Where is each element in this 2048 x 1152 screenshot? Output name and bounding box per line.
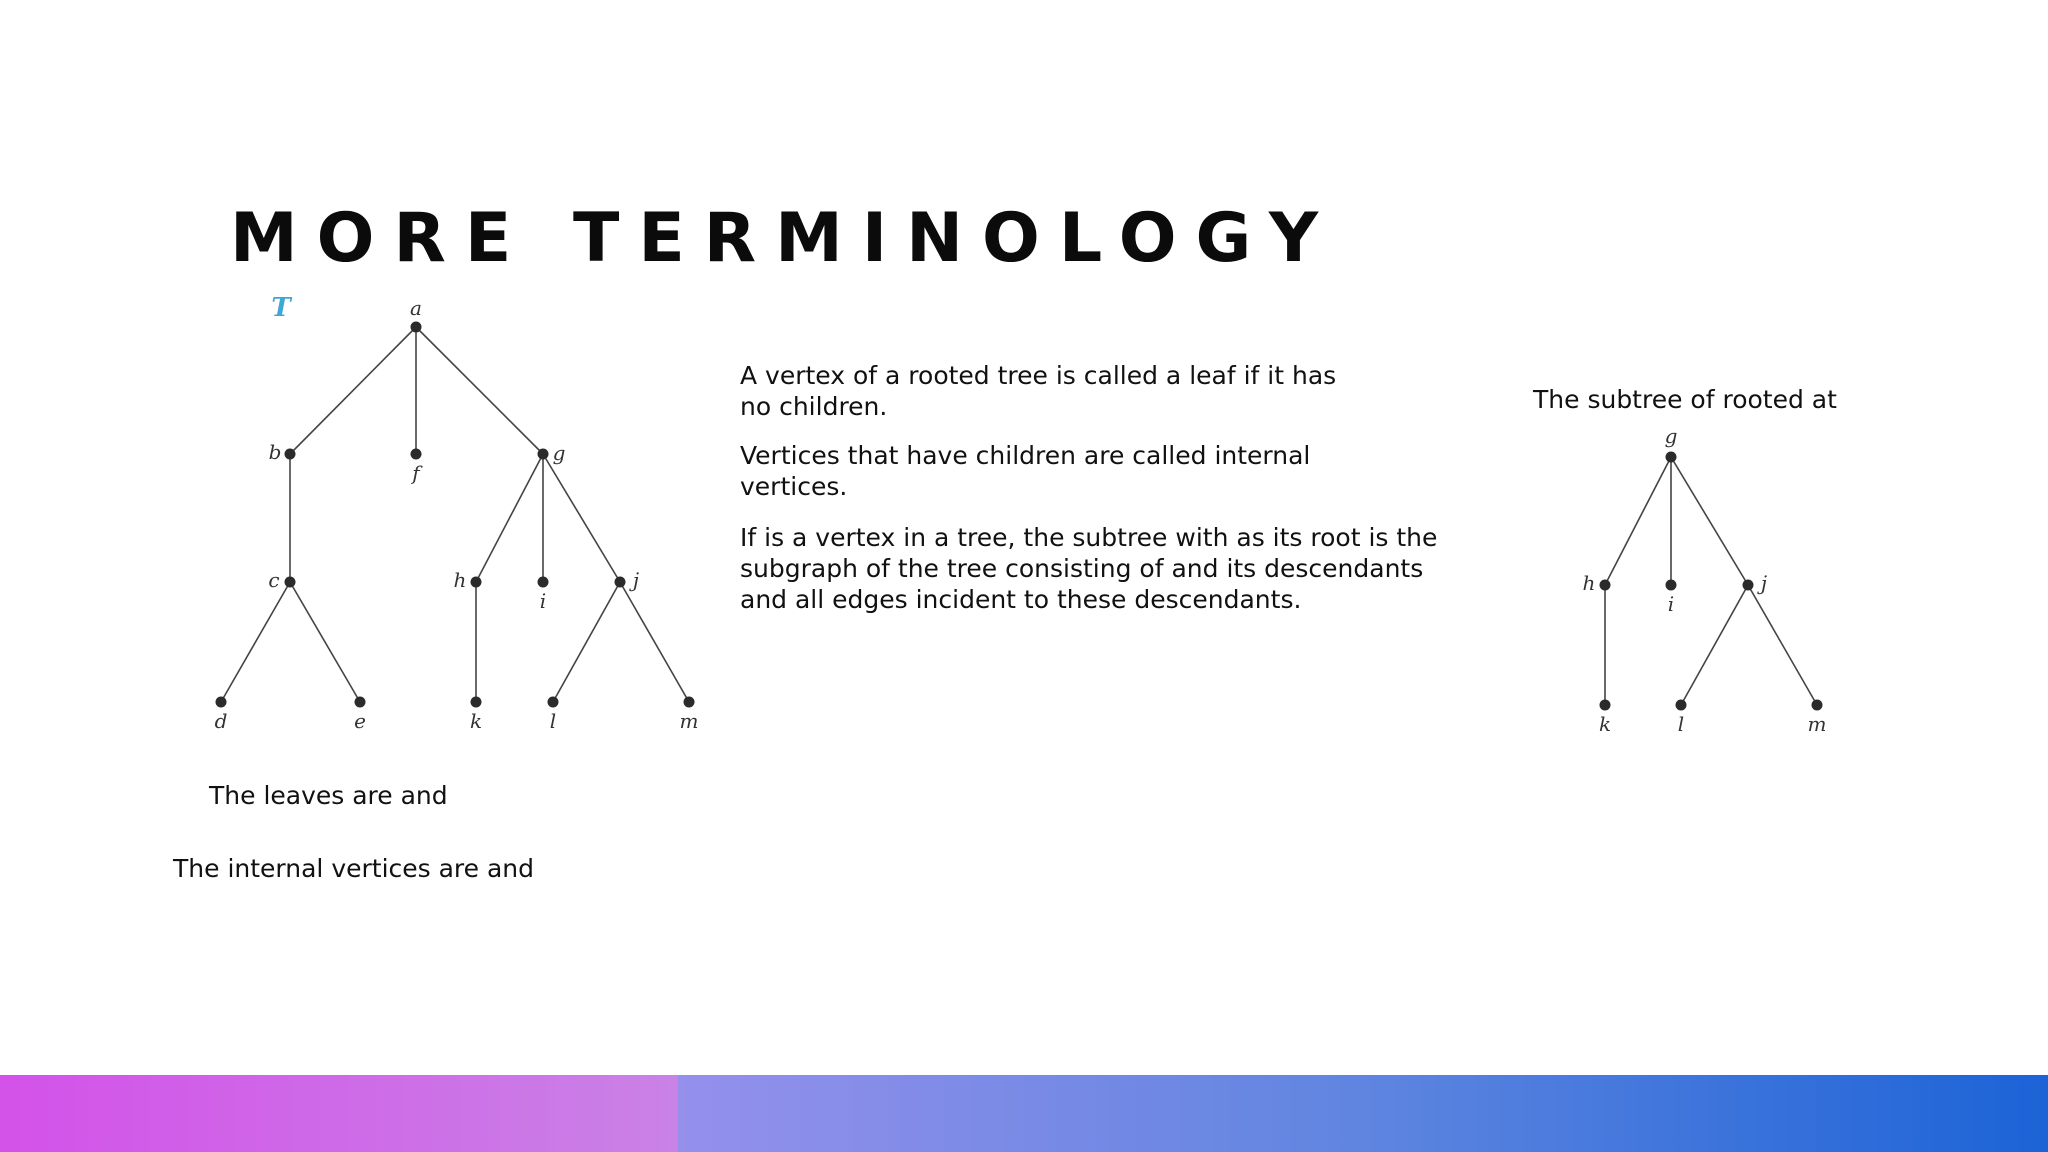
tree-t-edge-c-d — [221, 582, 290, 702]
subtree-g-vertex-label-j: j — [1760, 571, 1768, 595]
tree-t-vertex-f — [411, 449, 422, 460]
leaf-definition: A vertex of a rooted tree is called a leaf if it has no children. — [740, 361, 1337, 421]
tree-t-vertex-label-a: a — [410, 296, 422, 320]
tree-t-vertex-h — [471, 577, 482, 588]
subtree-g — [1583, 424, 1827, 736]
tree-t-edge-a-g — [416, 327, 543, 454]
tree-t-vertex-label-m: m — [679, 709, 699, 733]
footer-band — [0, 1075, 2048, 1152]
subtree-g-vertex-h — [1600, 580, 1611, 591]
internal-vertex-definition: Vertices that have children are called internal vertices. — [740, 441, 1311, 501]
tree-t-vertex-label-g: g — [552, 441, 566, 465]
tree-t-vertex-l — [548, 697, 559, 708]
tree-t-vertex-label-e: e — [354, 709, 366, 733]
subtree-g-vertex-label-m: m — [1807, 712, 1827, 736]
subtree-g-vertex-label-h: h — [1582, 571, 1596, 595]
tree-t-vertex-label-j: j — [632, 568, 640, 592]
tree-t-vertex-a — [411, 322, 422, 333]
subtree-g-edge-j-m — [1748, 585, 1817, 705]
tree-t-vertex-label-i: i — [539, 589, 547, 613]
tree-t-vertex-g — [538, 449, 549, 460]
subtree-g-vertex-m — [1812, 700, 1823, 711]
tree-t-vertex-label-f: f — [412, 461, 420, 485]
subtree-g-vertex-k — [1600, 700, 1611, 711]
tree-t-edge-j-l — [553, 582, 620, 702]
tree-t-vertex-i — [538, 577, 549, 588]
internal-vertices-caption: The internal vertices are and — [173, 854, 535, 883]
subtree-g-edge-g-j — [1671, 457, 1748, 585]
subtree-g-edge-g-h — [1605, 457, 1671, 585]
tree-t-edge-g-h — [476, 454, 543, 582]
subtree-definition: If is a vertex in a tree, the subtree with as its root is the subgraph of the tree consisting of and its descendants and all edges incident to these descendants. — [740, 523, 1438, 614]
tree-t-vertex-k — [471, 697, 482, 708]
subtree-g-vertex-i — [1666, 580, 1677, 591]
tree-t-edge-g-j — [543, 454, 620, 582]
leaves-caption: The leaves are and — [209, 781, 448, 810]
tree-t-vertex-j — [615, 577, 626, 588]
tree-t-vertex-c — [285, 577, 296, 588]
slide-title: MORE TERMINOLOGY — [230, 199, 1338, 278]
footer-band-left — [0, 1075, 678, 1152]
tree-t-vertex-e — [355, 697, 366, 708]
subtree-g-vertex-j — [1743, 580, 1754, 591]
tree-t-name: T — [271, 293, 291, 323]
tree-t-vertex-b — [285, 449, 296, 460]
tree-t-vertex-d — [216, 697, 227, 708]
subtree-g-vertex-g — [1666, 452, 1677, 463]
tree-t-vertex-label-k: k — [469, 709, 483, 733]
tree-t-edge-j-m — [620, 582, 689, 702]
subtree-g-vertex-label-i: i — [1667, 592, 1675, 616]
tree-t-vertex-label-l: l — [549, 709, 557, 733]
tree-t-vertex-label-h: h — [453, 568, 467, 592]
subtree-g-edge-j-l — [1681, 585, 1748, 705]
subtree-caption: The subtree of rooted at — [1533, 385, 1837, 414]
subtree-g-vertex-l — [1676, 700, 1687, 711]
tree-t — [215, 293, 699, 733]
tree-t-vertex-label-d: d — [214, 709, 228, 733]
footer-band-right — [678, 1075, 2048, 1152]
subtree-g-vertex-label-g: g — [1664, 424, 1678, 448]
subtree-g-vertex-label-l: l — [1677, 712, 1685, 736]
tree-t-edge-c-e — [290, 582, 360, 702]
subtree-g-vertex-label-k: k — [1598, 712, 1612, 736]
tree-t-edge-a-b — [290, 327, 416, 454]
definitions — [740, 360, 1440, 615]
tree-t-vertex-m — [684, 697, 695, 708]
tree-t-vertex-label-c: c — [268, 568, 280, 592]
tree-t-vertex-label-b: b — [268, 440, 282, 464]
